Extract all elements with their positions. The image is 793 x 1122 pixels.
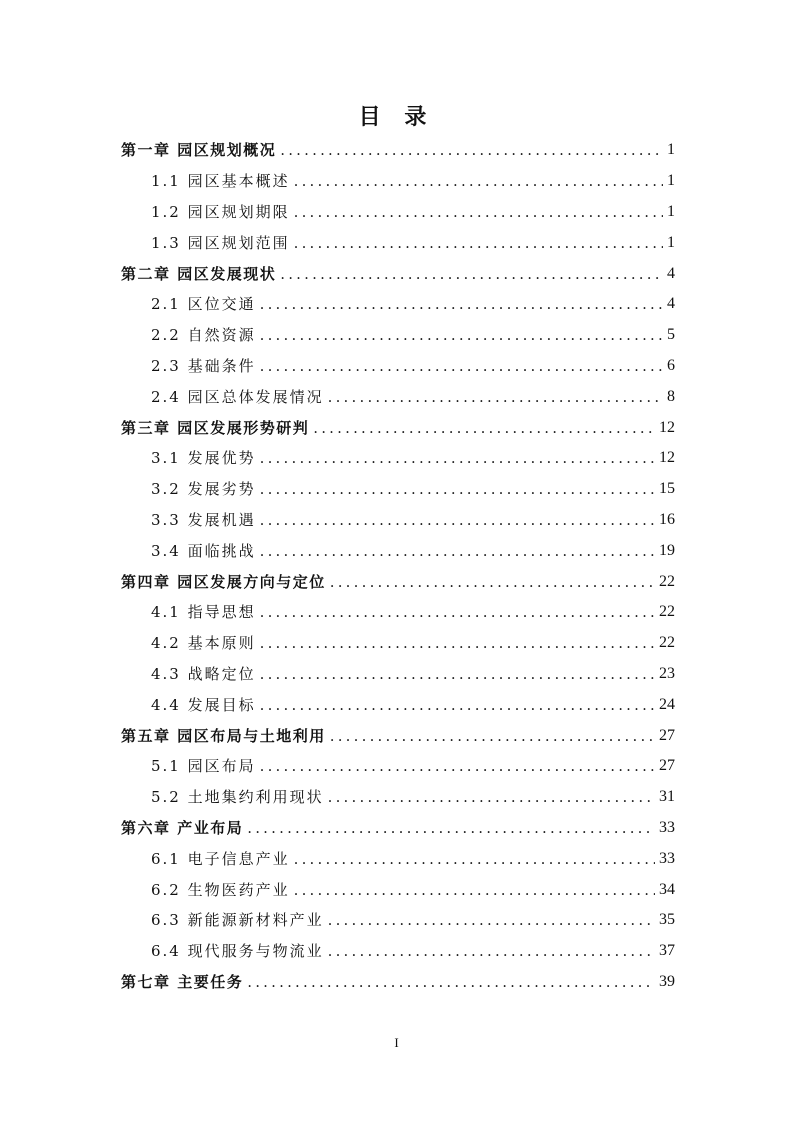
toc-section-entry[interactable]: [121, 505, 675, 536]
toc-entry-page: 22: [659, 634, 675, 652]
toc-dot-leader: [260, 602, 655, 622]
toc-entry-title: 第三章 园区发展形势研判: [121, 418, 310, 437]
toc-section-entry[interactable]: [121, 905, 675, 936]
toc-entry-title: 3.2 发展劣势: [151, 480, 256, 499]
toc-dot-leader: [260, 356, 663, 376]
toc-section-entry[interactable]: [121, 289, 675, 320]
toc-dot-leader: [294, 880, 655, 900]
toc-section-entry[interactable]: [121, 474, 675, 505]
toc-entry-title: 2.4 园区总体发展情况: [151, 387, 324, 406]
toc-dot-leader: [260, 510, 655, 530]
toc-section-entry[interactable]: [121, 659, 675, 690]
toc-chapter-entry[interactable]: [121, 566, 675, 597]
toc-section-entry[interactable]: [121, 936, 675, 967]
toc-entry-title: 1.3 园区规划范围: [151, 233, 290, 252]
toc-dot-leader: [328, 941, 655, 961]
toc-section-entry[interactable]: [121, 443, 675, 474]
toc-dot-leader: [328, 387, 663, 407]
toc-entry-title: 2.1 区位交通: [151, 295, 256, 314]
toc-entry-page: 1: [667, 172, 675, 190]
toc-entry-title: 6.4 现代服务与物流业: [151, 942, 324, 961]
toc-entry-page: 39: [659, 972, 675, 990]
toc-entry-page: 12: [659, 418, 675, 436]
toc-entry-title: 5.1 园区布局: [151, 757, 256, 776]
toc-section-entry[interactable]: [121, 535, 675, 566]
toc-entry-title: 4.2 基本原则: [151, 634, 256, 653]
toc-entry-page: 1: [667, 202, 675, 220]
toc-entry-page: 6: [667, 356, 675, 374]
toc-dot-leader: [294, 849, 655, 869]
toc-chapter-entry[interactable]: [121, 813, 675, 844]
toc-entry-title: 第二章 园区发展现状: [121, 264, 277, 283]
toc-dot-leader: [328, 787, 655, 807]
toc-title: 目 录: [358, 104, 435, 130]
toc-entry-title: 第七章 主要任务: [121, 972, 244, 991]
toc-section-entry[interactable]: [121, 782, 675, 813]
toc-section-entry[interactable]: [121, 351, 675, 382]
toc-entry-title: 6.3 新能源新材料产业: [151, 911, 324, 930]
toc-dot-leader: [313, 418, 655, 438]
toc-entry-page: 22: [659, 572, 675, 590]
toc-section-entry[interactable]: [121, 166, 675, 197]
toc-section-entry[interactable]: [121, 597, 675, 628]
toc-entry-title: 4.3 战略定位: [151, 664, 256, 683]
toc-chapter-entry[interactable]: [121, 412, 675, 443]
toc-dot-leader: [260, 633, 655, 653]
toc-entry-page: 24: [659, 695, 675, 713]
toc-entry-title: 第一章 园区规划概况: [121, 141, 277, 160]
page-number: I: [394, 1035, 399, 1050]
toc-list: [121, 135, 675, 997]
toc-entry-title: 3.3 发展机遇: [151, 510, 256, 529]
toc-dot-leader: [260, 479, 655, 499]
toc-dot-leader: [260, 756, 655, 776]
toc-entry-page: 15: [659, 480, 675, 498]
toc-section-entry[interactable]: [121, 874, 675, 905]
toc-entry-page: 12: [659, 449, 675, 467]
toc-dot-leader: [280, 140, 663, 160]
toc-entry-title: 6.1 电子信息产业: [151, 849, 290, 868]
toc-entry-page: 27: [659, 726, 675, 744]
toc-entry-title: 1.2 园区规划期限: [151, 202, 290, 221]
toc-chapter-entry[interactable]: [121, 967, 675, 998]
toc-section-entry[interactable]: [121, 227, 675, 258]
toc-entry-page: 4: [667, 295, 675, 313]
toc-section-entry[interactable]: [121, 843, 675, 874]
toc-dot-leader: [280, 264, 663, 284]
toc-entry-title: 2.3 基础条件: [151, 356, 256, 375]
toc-entry-page: 35: [659, 911, 675, 929]
toc-dot-leader: [260, 541, 655, 561]
toc-entry-title: 4.4 发展目标: [151, 695, 256, 714]
toc-entry-title: 第五章 园区布局与土地利用: [121, 726, 326, 745]
toc-entry-page: 1: [667, 233, 675, 251]
toc-entry-page: 8: [667, 387, 675, 405]
toc-dot-leader: [294, 171, 663, 191]
toc-chapter-entry[interactable]: [121, 135, 675, 166]
toc-chapter-entry[interactable]: [121, 720, 675, 751]
toc-entry-page: 19: [659, 541, 675, 559]
toc-dot-leader: [330, 726, 655, 746]
toc-dot-leader: [247, 972, 655, 992]
toc-section-entry[interactable]: [121, 320, 675, 351]
toc-entry-title: 4.1 指导思想: [151, 603, 256, 622]
toc-dot-leader: [260, 695, 655, 715]
toc-entry-page: 27: [659, 757, 675, 775]
toc-dot-leader: [294, 233, 663, 253]
toc-section-entry[interactable]: [121, 689, 675, 720]
toc-dot-leader: [260, 325, 663, 345]
toc-dot-leader: [260, 448, 655, 468]
toc-entry-page: 33: [659, 818, 675, 836]
toc-entry-title: 1.1 园区基本概述: [151, 172, 290, 191]
toc-section-entry[interactable]: [121, 628, 675, 659]
toc-entry-page: 16: [659, 510, 675, 528]
toc-dot-leader: [260, 664, 655, 684]
toc-entry-title: 3.1 发展优势: [151, 449, 256, 468]
toc-section-entry[interactable]: [121, 381, 675, 412]
toc-entry-page: 5: [667, 326, 675, 344]
toc-entry-title: 第六章 产业布局: [121, 818, 244, 837]
toc-entry-page: 23: [659, 664, 675, 682]
toc-section-entry[interactable]: [121, 197, 675, 228]
toc-chapter-entry[interactable]: [121, 258, 675, 289]
toc-entry-page: 37: [659, 942, 675, 960]
toc-entry-page: 1: [667, 141, 675, 159]
toc-entry-title: 第四章 园区发展方向与定位: [121, 572, 326, 591]
toc-entry-page: 34: [659, 880, 675, 898]
toc-entry-page: 33: [659, 849, 675, 867]
toc-dot-leader: [260, 294, 663, 314]
toc-entry-title: 5.2 土地集约利用现状: [151, 788, 324, 807]
toc-entry-title: 6.2 生物医药产业: [151, 880, 290, 899]
toc-dot-leader: [328, 910, 655, 930]
toc-section-entry[interactable]: [121, 751, 675, 782]
toc-dot-leader: [330, 572, 655, 592]
toc-entry-page: 4: [667, 264, 675, 282]
toc-dot-leader: [294, 202, 663, 222]
toc-entry-title: 2.2 自然资源: [151, 326, 256, 345]
toc-dot-leader: [247, 818, 655, 838]
toc-entry-page: 31: [659, 788, 675, 806]
toc-entry-title: 3.4 面临挑战: [151, 541, 256, 560]
toc-entry-page: 22: [659, 603, 675, 621]
